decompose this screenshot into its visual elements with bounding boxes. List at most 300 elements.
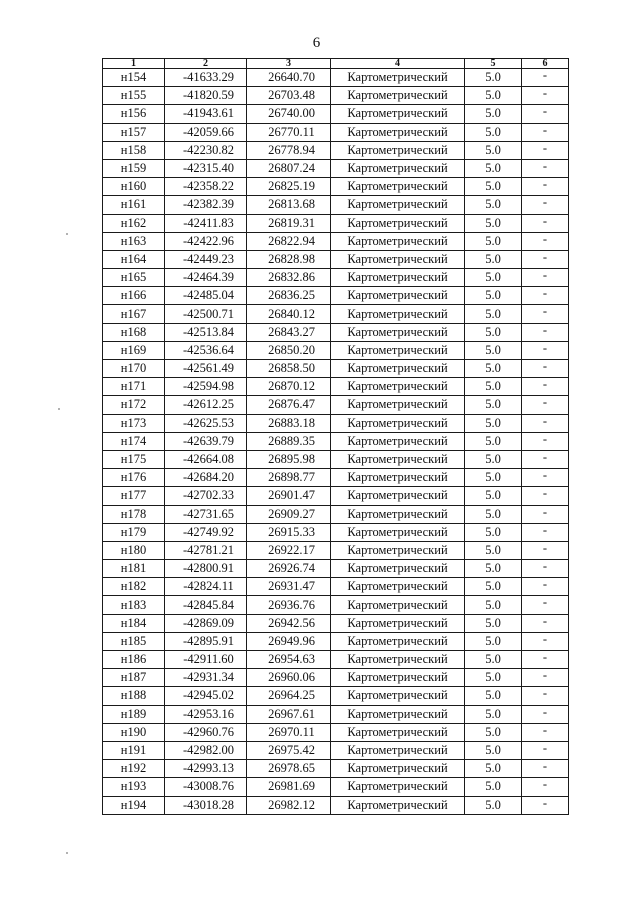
accuracy-cell: 5.0	[465, 596, 522, 614]
point-name-cell: н182	[103, 578, 165, 596]
note-cell: -	[522, 505, 569, 523]
x-coordinate-cell: -42485.04	[165, 287, 247, 305]
table-row	[103, 523, 569, 541]
accuracy-cell: 5.0	[465, 469, 522, 487]
point-name-cell: н156	[103, 105, 165, 123]
accuracy-cell: 5.0	[465, 487, 522, 505]
point-name-cell: н163	[103, 232, 165, 250]
point-name-cell: н186	[103, 651, 165, 669]
note-cell: -	[522, 614, 569, 632]
column-header-5: 5	[465, 59, 522, 69]
y-coordinate-cell: 26975.42	[247, 741, 331, 759]
x-coordinate-cell: -42895.91	[165, 632, 247, 650]
method-cell: Картометрический	[331, 287, 465, 305]
table-body	[103, 69, 569, 815]
column-header-6: 6	[522, 59, 569, 69]
note-cell: -	[522, 323, 569, 341]
y-coordinate-cell: 26889.35	[247, 432, 331, 450]
accuracy-cell: 5.0	[465, 541, 522, 559]
x-coordinate-cell: -42664.08	[165, 450, 247, 468]
method-cell: Картометрический	[331, 323, 465, 341]
x-coordinate-cell: -42993.13	[165, 760, 247, 778]
x-coordinate-cell: -43018.28	[165, 796, 247, 814]
point-name-cell: н167	[103, 305, 165, 323]
note-cell: -	[522, 741, 569, 759]
x-coordinate-cell: -42684.20	[165, 469, 247, 487]
point-name-cell: н162	[103, 214, 165, 232]
note-cell: -	[522, 450, 569, 468]
accuracy-cell: 5.0	[465, 269, 522, 287]
x-coordinate-cell: -42358.22	[165, 178, 247, 196]
table-row	[103, 214, 569, 232]
y-coordinate-cell: 26870.12	[247, 378, 331, 396]
note-cell: -	[522, 596, 569, 614]
method-cell: Картометрический	[331, 723, 465, 741]
y-coordinate-cell: 26960.06	[247, 669, 331, 687]
point-name-cell: н192	[103, 760, 165, 778]
point-name-cell: н168	[103, 323, 165, 341]
scan-speck	[58, 408, 60, 410]
column-header-2: 2	[165, 59, 247, 69]
x-coordinate-cell: -42824.11	[165, 578, 247, 596]
note-cell: -	[522, 214, 569, 232]
table-row	[103, 687, 569, 705]
y-coordinate-cell: 26828.98	[247, 250, 331, 268]
y-coordinate-cell: 26703.48	[247, 87, 331, 105]
accuracy-cell: 5.0	[465, 196, 522, 214]
point-name-cell: н158	[103, 141, 165, 159]
table-row	[103, 669, 569, 687]
table-row	[103, 778, 569, 796]
accuracy-cell: 5.0	[465, 741, 522, 759]
point-name-cell: н169	[103, 341, 165, 359]
y-coordinate-cell: 26813.68	[247, 196, 331, 214]
x-coordinate-cell: -42059.66	[165, 123, 247, 141]
note-cell: -	[522, 360, 569, 378]
note-cell: -	[522, 232, 569, 250]
y-coordinate-cell: 26770.11	[247, 123, 331, 141]
accuracy-cell: 5.0	[465, 323, 522, 341]
y-coordinate-cell: 26825.19	[247, 178, 331, 196]
y-coordinate-cell: 26819.31	[247, 214, 331, 232]
y-coordinate-cell: 26858.50	[247, 360, 331, 378]
note-cell: -	[522, 796, 569, 814]
method-cell: Картометрический	[331, 214, 465, 232]
method-cell: Картометрический	[331, 123, 465, 141]
note-cell: -	[522, 723, 569, 741]
accuracy-cell: 5.0	[465, 105, 522, 123]
accuracy-cell: 5.0	[465, 414, 522, 432]
table-row	[103, 632, 569, 650]
method-cell: Картометрический	[331, 305, 465, 323]
method-cell: Картометрический	[331, 105, 465, 123]
page-number: 6	[312, 35, 321, 51]
x-coordinate-cell: -43008.76	[165, 778, 247, 796]
method-cell: Картометрический	[331, 669, 465, 687]
point-name-cell: н190	[103, 723, 165, 741]
table-row	[103, 651, 569, 669]
method-cell: Картометрический	[331, 705, 465, 723]
point-name-cell: н180	[103, 541, 165, 559]
table-row	[103, 432, 569, 450]
column-header-4: 4	[331, 59, 465, 69]
point-name-cell: н194	[103, 796, 165, 814]
method-cell: Картометрический	[331, 778, 465, 796]
note-cell: -	[522, 778, 569, 796]
x-coordinate-cell: -42869.09	[165, 614, 247, 632]
method-cell: Картометрический	[331, 196, 465, 214]
method-cell: Картометрический	[331, 505, 465, 523]
accuracy-cell: 5.0	[465, 141, 522, 159]
y-coordinate-cell: 26901.47	[247, 487, 331, 505]
method-cell: Картометрический	[331, 360, 465, 378]
note-cell: -	[522, 123, 569, 141]
y-coordinate-cell: 26740.00	[247, 105, 331, 123]
method-cell: Картометрический	[331, 578, 465, 596]
accuracy-cell: 5.0	[465, 632, 522, 650]
accuracy-cell: 5.0	[465, 69, 522, 87]
x-coordinate-cell: -42422.96	[165, 232, 247, 250]
accuracy-cell: 5.0	[465, 796, 522, 814]
note-cell: -	[522, 560, 569, 578]
x-coordinate-cell: -42594.98	[165, 378, 247, 396]
point-name-cell: н185	[103, 632, 165, 650]
note-cell: -	[522, 541, 569, 559]
accuracy-cell: 5.0	[465, 287, 522, 305]
accuracy-cell: 5.0	[465, 232, 522, 250]
table-row	[103, 541, 569, 559]
x-coordinate-cell: -42639.79	[165, 432, 247, 450]
y-coordinate-cell: 26883.18	[247, 414, 331, 432]
x-coordinate-cell: -42749.92	[165, 523, 247, 541]
y-coordinate-cell: 26982.12	[247, 796, 331, 814]
point-name-cell: н178	[103, 505, 165, 523]
x-coordinate-cell: -42982.00	[165, 741, 247, 759]
y-coordinate-cell: 26931.47	[247, 578, 331, 596]
point-name-cell: н161	[103, 196, 165, 214]
x-coordinate-cell: -42702.33	[165, 487, 247, 505]
note-cell: -	[522, 159, 569, 177]
y-coordinate-cell: 26909.27	[247, 505, 331, 523]
point-name-cell: н164	[103, 250, 165, 268]
point-name-cell: н174	[103, 432, 165, 450]
method-cell: Картометрический	[331, 269, 465, 287]
accuracy-cell: 5.0	[465, 178, 522, 196]
y-coordinate-cell: 26895.98	[247, 450, 331, 468]
table-row	[103, 232, 569, 250]
column-header-3: 3	[247, 59, 331, 69]
y-coordinate-cell: 26964.25	[247, 687, 331, 705]
y-coordinate-cell: 26970.11	[247, 723, 331, 741]
table-row	[103, 487, 569, 505]
method-cell: Картометрический	[331, 69, 465, 87]
table-row	[103, 305, 569, 323]
accuracy-cell: 5.0	[465, 723, 522, 741]
note-cell: -	[522, 487, 569, 505]
y-coordinate-cell: 26936.76	[247, 596, 331, 614]
table-row	[103, 396, 569, 414]
method-cell: Картометрический	[331, 450, 465, 468]
point-name-cell: н166	[103, 287, 165, 305]
method-cell: Картометрический	[331, 378, 465, 396]
accuracy-cell: 5.0	[465, 505, 522, 523]
note-cell: -	[522, 269, 569, 287]
table-row	[103, 323, 569, 341]
method-cell: Картометрический	[331, 141, 465, 159]
method-cell: Картометрический	[331, 523, 465, 541]
accuracy-cell: 5.0	[465, 778, 522, 796]
accuracy-cell: 5.0	[465, 669, 522, 687]
y-coordinate-cell: 26915.33	[247, 523, 331, 541]
note-cell: -	[522, 178, 569, 196]
table-row	[103, 250, 569, 268]
x-coordinate-cell: -42513.84	[165, 323, 247, 341]
point-name-cell: н170	[103, 360, 165, 378]
table-row	[103, 560, 569, 578]
y-coordinate-cell: 26942.56	[247, 614, 331, 632]
table-row	[103, 796, 569, 814]
x-coordinate-cell: -42953.16	[165, 705, 247, 723]
y-coordinate-cell: 26843.27	[247, 323, 331, 341]
table-row	[103, 269, 569, 287]
y-coordinate-cell: 26832.86	[247, 269, 331, 287]
y-coordinate-cell: 26967.61	[247, 705, 331, 723]
method-cell: Картометрический	[331, 341, 465, 359]
point-name-cell: н193	[103, 778, 165, 796]
table-row	[103, 760, 569, 778]
note-cell: -	[522, 105, 569, 123]
table-row	[103, 505, 569, 523]
method-cell: Картометрический	[331, 741, 465, 759]
accuracy-cell: 5.0	[465, 250, 522, 268]
table-row	[103, 123, 569, 141]
note-cell: -	[522, 250, 569, 268]
x-coordinate-cell: -42612.25	[165, 396, 247, 414]
table-row	[103, 614, 569, 632]
point-name-cell: н184	[103, 614, 165, 632]
y-coordinate-cell: 26778.94	[247, 141, 331, 159]
x-coordinate-cell: -42500.71	[165, 305, 247, 323]
table-row	[103, 450, 569, 468]
note-cell: -	[522, 414, 569, 432]
accuracy-cell: 5.0	[465, 614, 522, 632]
accuracy-cell: 5.0	[465, 651, 522, 669]
method-cell: Картометрический	[331, 487, 465, 505]
method-cell: Картометрический	[331, 632, 465, 650]
x-coordinate-cell: -42960.76	[165, 723, 247, 741]
y-coordinate-cell: 26850.20	[247, 341, 331, 359]
note-cell: -	[522, 87, 569, 105]
method-cell: Картометрический	[331, 796, 465, 814]
point-name-cell: н160	[103, 178, 165, 196]
note-cell: -	[522, 578, 569, 596]
method-cell: Картометрический	[331, 87, 465, 105]
method-cell: Картометрический	[331, 687, 465, 705]
table-row	[103, 705, 569, 723]
table-row	[103, 178, 569, 196]
note-cell: -	[522, 523, 569, 541]
y-coordinate-cell: 26926.74	[247, 560, 331, 578]
table-row	[103, 469, 569, 487]
point-name-cell: н172	[103, 396, 165, 414]
x-coordinate-cell: -42561.49	[165, 360, 247, 378]
point-name-cell: н183	[103, 596, 165, 614]
x-coordinate-cell: -42464.39	[165, 269, 247, 287]
coordinates-table	[102, 58, 569, 815]
table-row	[103, 287, 569, 305]
accuracy-cell: 5.0	[465, 87, 522, 105]
method-cell: Картометрический	[331, 396, 465, 414]
point-name-cell: н155	[103, 87, 165, 105]
point-name-cell: н177	[103, 487, 165, 505]
note-cell: -	[522, 632, 569, 650]
x-coordinate-cell: -41820.59	[165, 87, 247, 105]
accuracy-cell: 5.0	[465, 159, 522, 177]
note-cell: -	[522, 341, 569, 359]
accuracy-cell: 5.0	[465, 214, 522, 232]
accuracy-cell: 5.0	[465, 760, 522, 778]
accuracy-cell: 5.0	[465, 523, 522, 541]
x-coordinate-cell: -42731.65	[165, 505, 247, 523]
point-name-cell: н187	[103, 669, 165, 687]
point-name-cell: н176	[103, 469, 165, 487]
point-name-cell: н189	[103, 705, 165, 723]
y-coordinate-cell: 26840.12	[247, 305, 331, 323]
note-cell: -	[522, 651, 569, 669]
accuracy-cell: 5.0	[465, 305, 522, 323]
point-name-cell: н179	[103, 523, 165, 541]
note-cell: -	[522, 287, 569, 305]
x-coordinate-cell: -42449.23	[165, 250, 247, 268]
point-name-cell: н191	[103, 741, 165, 759]
method-cell: Картометрический	[331, 596, 465, 614]
x-coordinate-cell: -42315.40	[165, 159, 247, 177]
x-coordinate-cell: -42536.64	[165, 341, 247, 359]
method-cell: Картометрический	[331, 159, 465, 177]
y-coordinate-cell: 26981.69	[247, 778, 331, 796]
point-name-cell: н173	[103, 414, 165, 432]
table-row	[103, 69, 569, 87]
y-coordinate-cell: 26978.65	[247, 760, 331, 778]
table-row	[103, 196, 569, 214]
y-coordinate-cell: 26876.47	[247, 396, 331, 414]
point-name-cell: н159	[103, 159, 165, 177]
method-cell: Картометрический	[331, 614, 465, 632]
y-coordinate-cell: 26922.17	[247, 541, 331, 559]
table-row	[103, 578, 569, 596]
y-coordinate-cell: 26954.63	[247, 651, 331, 669]
note-cell: -	[522, 378, 569, 396]
x-coordinate-cell: -41633.29	[165, 69, 247, 87]
note-cell: -	[522, 469, 569, 487]
scan-speck	[66, 233, 68, 235]
x-coordinate-cell: -41943.61	[165, 105, 247, 123]
table-row	[103, 360, 569, 378]
accuracy-cell: 5.0	[465, 560, 522, 578]
point-name-cell: н171	[103, 378, 165, 396]
x-coordinate-cell: -42931.34	[165, 669, 247, 687]
method-cell: Картометрический	[331, 760, 465, 778]
note-cell: -	[522, 687, 569, 705]
accuracy-cell: 5.0	[465, 432, 522, 450]
x-coordinate-cell: -42800.91	[165, 560, 247, 578]
method-cell: Картометрический	[331, 414, 465, 432]
x-coordinate-cell: -42945.02	[165, 687, 247, 705]
x-coordinate-cell: -42382.39	[165, 196, 247, 214]
accuracy-cell: 5.0	[465, 378, 522, 396]
y-coordinate-cell: 26836.25	[247, 287, 331, 305]
accuracy-cell: 5.0	[465, 450, 522, 468]
x-coordinate-cell: -42781.21	[165, 541, 247, 559]
note-cell: -	[522, 760, 569, 778]
accuracy-cell: 5.0	[465, 123, 522, 141]
method-cell: Картометрический	[331, 651, 465, 669]
note-cell: -	[522, 396, 569, 414]
y-coordinate-cell: 26822.94	[247, 232, 331, 250]
point-name-cell: н165	[103, 269, 165, 287]
accuracy-cell: 5.0	[465, 341, 522, 359]
y-coordinate-cell: 26807.24	[247, 159, 331, 177]
y-coordinate-cell: 26949.96	[247, 632, 331, 650]
accuracy-cell: 5.0	[465, 687, 522, 705]
method-cell: Картометрический	[331, 178, 465, 196]
note-cell: -	[522, 669, 569, 687]
point-name-cell: н154	[103, 69, 165, 87]
accuracy-cell: 5.0	[465, 360, 522, 378]
column-header-1: 1	[103, 59, 165, 69]
table-row	[103, 414, 569, 432]
table-row	[103, 141, 569, 159]
point-name-cell: н188	[103, 687, 165, 705]
accuracy-cell: 5.0	[465, 396, 522, 414]
scan-speck	[66, 852, 68, 854]
point-name-cell: н175	[103, 450, 165, 468]
table-row	[103, 341, 569, 359]
note-cell: -	[522, 141, 569, 159]
table-row	[103, 723, 569, 741]
note-cell: -	[522, 705, 569, 723]
note-cell: -	[522, 196, 569, 214]
x-coordinate-cell: -42411.83	[165, 214, 247, 232]
point-name-cell: н181	[103, 560, 165, 578]
x-coordinate-cell: -42845.84	[165, 596, 247, 614]
method-cell: Картометрический	[331, 250, 465, 268]
y-coordinate-cell: 26898.77	[247, 469, 331, 487]
accuracy-cell: 5.0	[465, 578, 522, 596]
x-coordinate-cell: -42230.82	[165, 141, 247, 159]
table-row	[103, 159, 569, 177]
table-row	[103, 105, 569, 123]
table-row	[103, 741, 569, 759]
method-cell: Картометрический	[331, 432, 465, 450]
note-cell: -	[522, 69, 569, 87]
y-coordinate-cell: 26640.70	[247, 69, 331, 87]
x-coordinate-cell: -42911.60	[165, 651, 247, 669]
method-cell: Картометрический	[331, 560, 465, 578]
method-cell: Картометрический	[331, 541, 465, 559]
note-cell: -	[522, 432, 569, 450]
table-header-row	[103, 59, 569, 69]
table-row	[103, 378, 569, 396]
table-row	[103, 87, 569, 105]
note-cell: -	[522, 305, 569, 323]
method-cell: Картометрический	[331, 469, 465, 487]
accuracy-cell: 5.0	[465, 705, 522, 723]
x-coordinate-cell: -42625.53	[165, 414, 247, 432]
point-name-cell: н157	[103, 123, 165, 141]
table-row	[103, 596, 569, 614]
method-cell: Картометрический	[331, 232, 465, 250]
